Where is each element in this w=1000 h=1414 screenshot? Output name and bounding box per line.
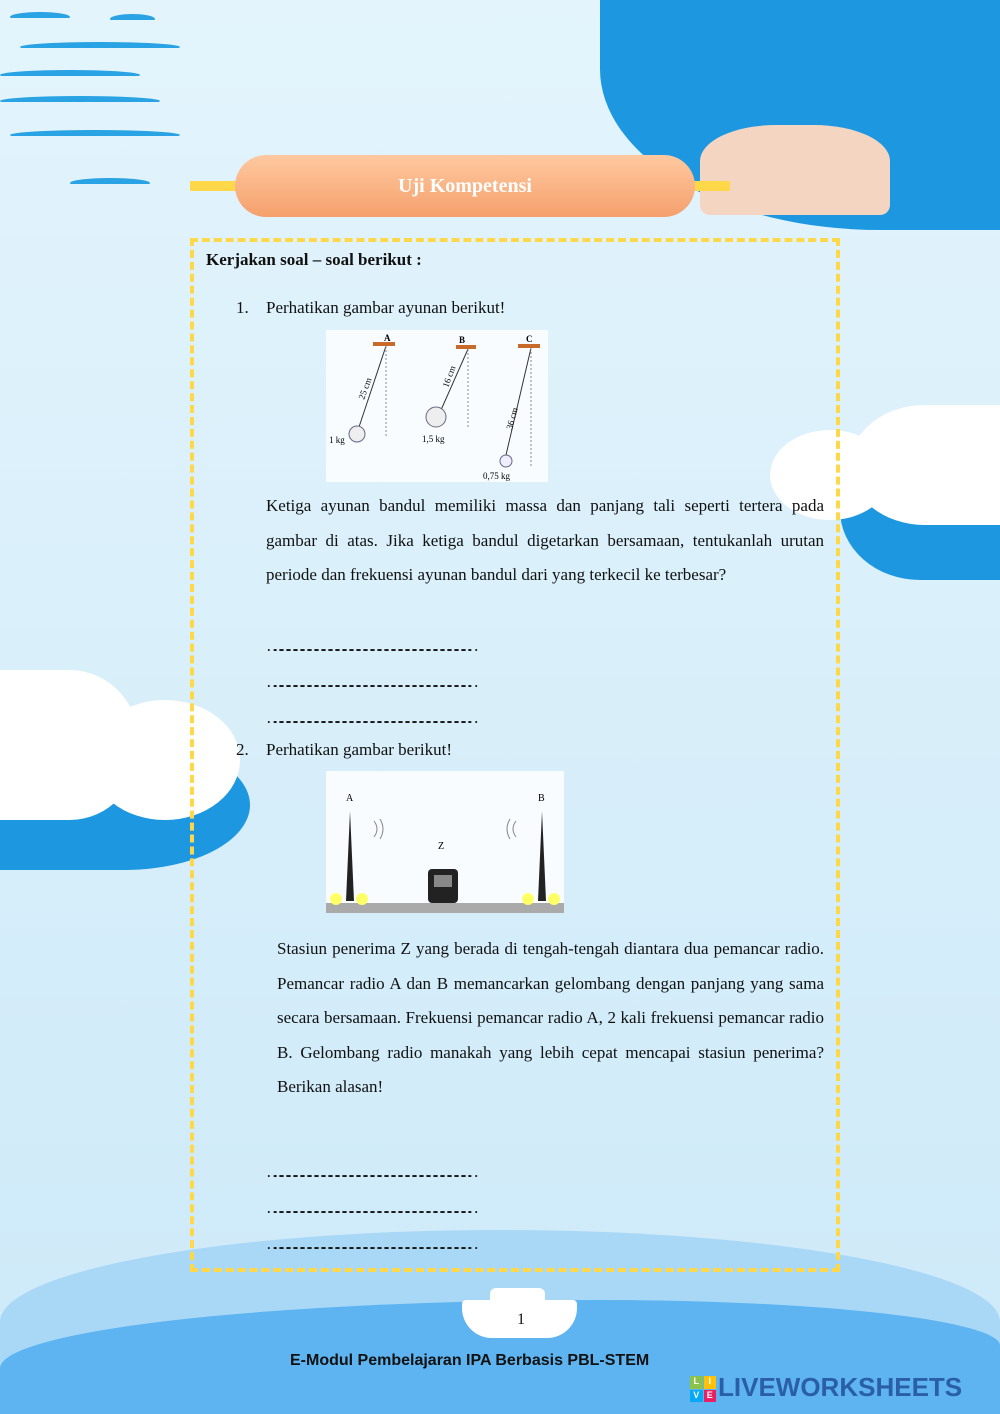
- answer-area: [266, 1162, 826, 1258]
- radio-transmitter-figure: [326, 771, 564, 913]
- answer-line[interactable]: ……………………………………………………………………………: [266, 1198, 469, 1217]
- answer-line[interactable]: ……………………………………………………………………………: [266, 636, 469, 655]
- wave-decoration: [70, 178, 150, 188]
- mass-label: 1,5 kg: [422, 434, 445, 444]
- length-label: 16 cm: [440, 364, 458, 389]
- transmitter-label: A: [346, 793, 354, 804]
- mass-label: 1 kg: [329, 435, 345, 445]
- pendulum-figure: [326, 330, 548, 482]
- wave-decoration: [110, 14, 155, 24]
- answer-line[interactable]: ……………………………………………………………………………: [266, 1162, 469, 1181]
- receiver-label: Z: [438, 841, 445, 852]
- question-number: 2.: [236, 740, 249, 759]
- brand-name[interactable]: LIVEWORKSHEETS: [718, 1372, 963, 1402]
- pendulum-label: A: [384, 333, 391, 343]
- answer-area: [266, 636, 826, 732]
- length-label: 36 cm: [504, 406, 520, 431]
- pendulum-label: C: [526, 334, 533, 344]
- wave-decoration: [10, 130, 180, 140]
- answer-line[interactable]: ……………………………………………………………………………: [266, 1234, 469, 1253]
- boat-cabin: [490, 1288, 545, 1304]
- wave-decoration: [0, 70, 140, 80]
- module-title: E-Modul Pembelajaran IPA Berbasis PBL-STEM: [290, 1352, 650, 1369]
- pendulum-label: B: [459, 335, 466, 345]
- transmitter-label: B: [538, 793, 545, 804]
- liveworksheets-logo-icon: L I V E: [690, 1376, 716, 1402]
- mass-label: 0,75 kg: [483, 471, 510, 481]
- length-label: 25 cm: [356, 376, 374, 401]
- question-prompt: Perhatikan gambar berikut!: [266, 740, 452, 759]
- wave-decoration: [0, 96, 160, 106]
- instruction: Kerjakan soal – soal berikut :: [206, 250, 422, 269]
- question-text: Stasiun penerima Z yang berada di tengah-tengah diantara dua pemancar radio. Pemancar radio A dan B memancarkan gelombang dengan panjang yang sama secara bersamaan. Frekuensi pemancar radio A, 2 kali frekuensi pemancar radio B. Gelombang radio manakah yang lebih cepat mencapai stasiun penerima? Berikan alasan!: [277, 939, 824, 1096]
- question-prompt: Perhatikan gambar ayunan berikut!: [266, 298, 506, 317]
- students-illustration: [700, 125, 890, 215]
- wave-decoration: [20, 42, 180, 52]
- question-text: Ketiga ayunan bandul memiliki massa dan panjang tali seperti tertera pada gambar di atas. Jika ketiga bandul digetarkan bersamaan, tentukanlah urutan periode dan frekuensi ayunan bandul dari yang terkecil ke terbesar?: [266, 496, 824, 584]
- question-number: 1.: [236, 298, 249, 317]
- answer-line[interactable]: ……………………………………………………………………………: [266, 708, 469, 727]
- page-title: Uji Kompetensi: [235, 155, 695, 217]
- cloud-decoration: [850, 405, 1000, 525]
- answer-line[interactable]: ……………………………………………………………………………: [266, 672, 469, 691]
- wave-decoration: [10, 12, 70, 22]
- page-number: 1: [517, 1311, 525, 1328]
